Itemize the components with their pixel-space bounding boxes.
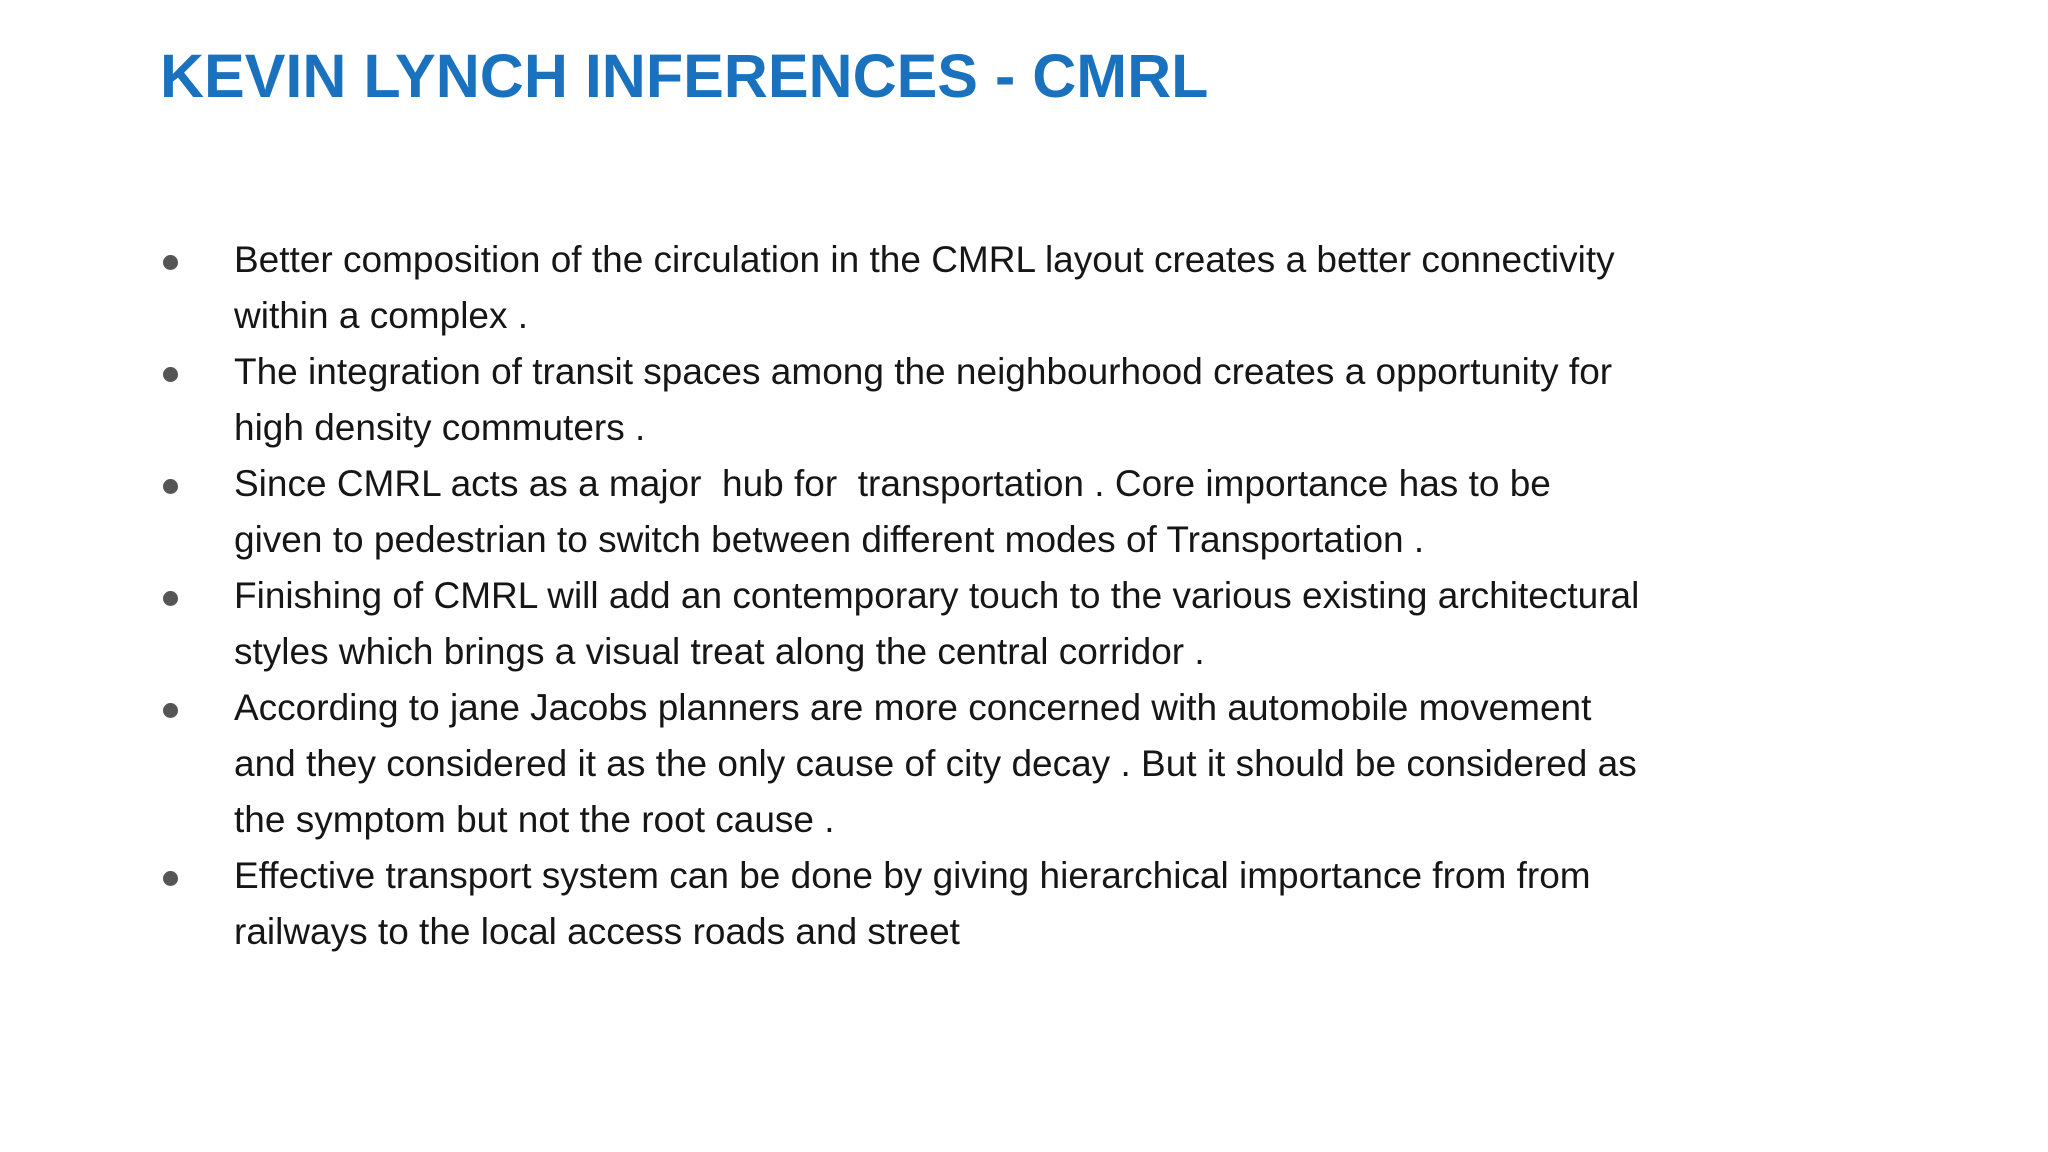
list-item bbox=[160, 568, 1800, 680]
bullet-dot-icon bbox=[163, 367, 178, 382]
slide-title: KEVIN LYNCH INFERENCES - CMRL bbox=[160, 42, 1209, 110]
bullet-dot-icon bbox=[163, 479, 178, 494]
list-item bbox=[160, 456, 1800, 568]
bullet-text: The integration of transit spaces among the neighbourhood creates a opportunity for high density commuters . bbox=[234, 351, 1613, 448]
bullet-text: According to jane Jacobs planners are more concerned with automobile movement and they considered it as the only cause of city decay . But it should be considered as the symptom but not the root cause . bbox=[234, 687, 1637, 840]
bullet-text: Since CMRL acts as a major hub for transportation . Core importance has to be given to pedestrian to switch between different modes of Transportation . bbox=[234, 463, 1551, 560]
bullet-text: Finishing of CMRL will add an contemporary touch to the various existing architectural styles which brings a visual treat along the central corridor . bbox=[234, 575, 1640, 672]
list-item bbox=[160, 848, 1800, 960]
bullet-list bbox=[160, 232, 1800, 960]
bullet-dot-icon bbox=[163, 591, 178, 606]
list-item bbox=[160, 232, 1800, 344]
bullet-dot-icon bbox=[163, 703, 178, 718]
list-item bbox=[160, 680, 1800, 848]
bullet-dot-icon bbox=[163, 871, 178, 886]
list-item bbox=[160, 344, 1800, 456]
bullet-dot-icon bbox=[163, 255, 178, 270]
bullet-text: Better composition of the circulation in the CMRL layout creates a better connectivity within a complex . bbox=[234, 239, 1615, 336]
bullet-text: Effective transport system can be done by giving hierarchical importance from from railways to the local access roads and street bbox=[234, 855, 1591, 952]
